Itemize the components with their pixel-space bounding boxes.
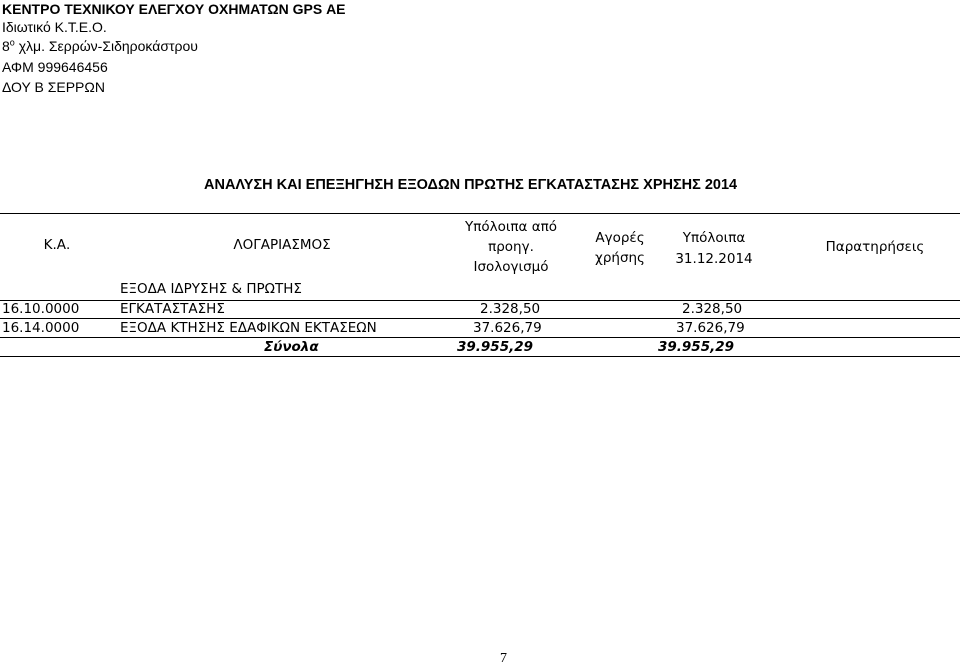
company-afm: ΑΦΜ 999646456 [2,59,108,75]
header-closing-line1: Υπόλοιπα [682,230,746,246]
address-number: 8 [2,38,10,54]
row1-opening: 2.328,50 [480,301,541,317]
table-row-divider [0,318,960,319]
address-superscript: ο [9,37,15,48]
row2-opening: 37.626,79 [473,320,542,336]
row1-code: 16.10.0000 [2,301,80,317]
totals-label: Σύνολα [264,339,319,355]
totals-opening: 39.955,29 [457,339,534,355]
header-opening-line1: Υπόλοιπα από [464,219,558,235]
row2-code: 16.14.0000 [2,320,80,336]
table-row-divider [0,337,960,338]
header-account: ΛΟΓΑΡΙΑΣΜΟΣ [233,237,331,253]
address-text: χλμ. Σερρών-Σιδηροκάστρου [14,38,198,54]
header-notes: Παρατηρήσεις [825,239,925,255]
page-number: 7 [500,651,507,666]
header-closing-line2: 31.12.2014 [675,251,753,267]
company-name: ΚΕΝΤΡΟ ΤΕΧΝΙΚΟΥ ΕΛΕΓΧΟΥ ΟΧΗΜΑΤΩΝ GPS ΑΕ [2,1,346,17]
company-address [2,37,198,55]
row2-account: ΕΞΟΔΑ ΚΤΗΣΗΣ ΕΔΑΦΙΚΩΝ ΕΚΤΑΣΕΩΝ [120,320,377,336]
totals-closing: 39.955,29 [658,339,735,355]
expenses-table [0,213,960,358]
company-doy: ΔΟΥ Β ΣΕΡΡΩΝ [2,79,105,95]
row1-account-line1: ΕΞΟΔΑ ΙΔΡΥΣΗΣ & ΠΡΩΤΗΣ [120,281,302,297]
report-title: ΑΝΑΛΥΣΗ ΚΑΙ ΕΠΕΞΗΓΗΣΗ ΕΞΟΔΩΝ ΠΡΩΤΗΣ ΕΓΚΑΤΑΣΤΑΣΗΣ ΧΡΗΣΗΣ 2014 [204,177,738,193]
header-opening-line2: προηγ. [488,239,534,255]
header-opening-line3: Ισολογισμό [473,259,549,275]
header-purchases-line1: Αγορές [595,230,645,246]
table-top-border [0,213,960,214]
row1-account-line2: ΕΓΚΑΤΑΣΤΑΣΗΣ [120,301,225,317]
company-type: Ιδιωτικό Κ.Τ.Ε.Ο. [2,19,107,35]
row1-closing: 2.328,50 [682,301,743,317]
header-code: Κ.Α. [43,237,71,253]
row2-closing: 37.626,79 [676,320,745,336]
header-purchases-line2: χρήσης [595,250,645,266]
table-bottom-border [0,356,960,357]
